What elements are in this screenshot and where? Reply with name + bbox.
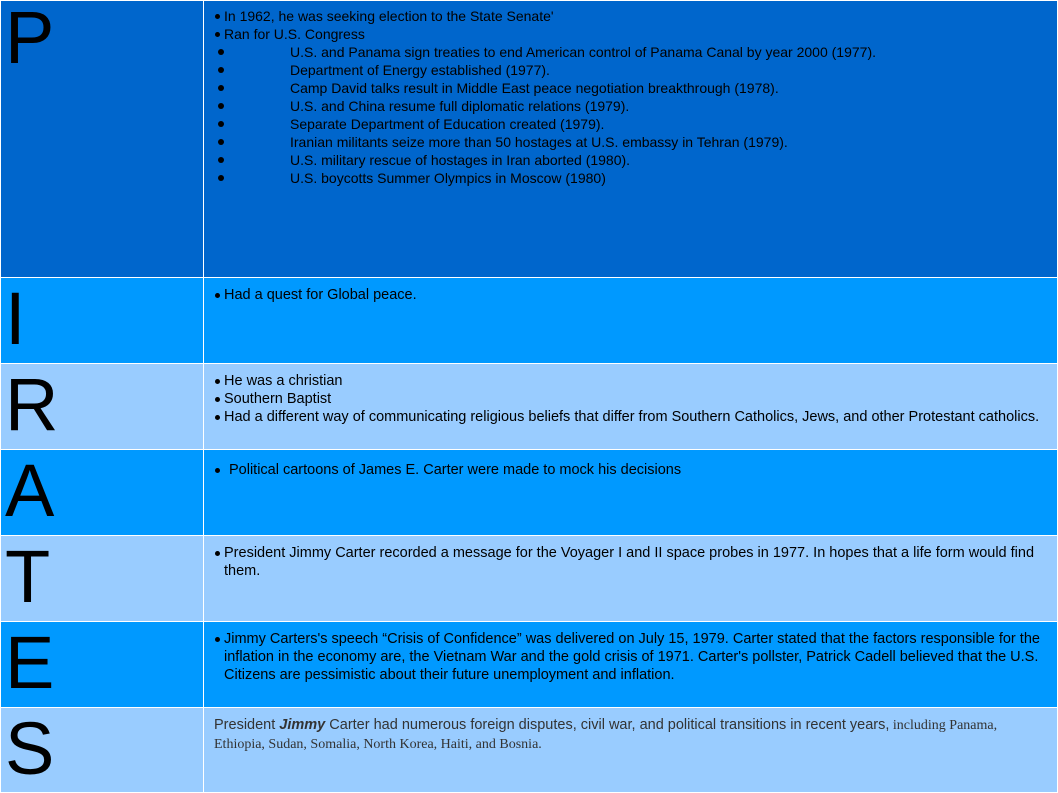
list-item: U.S. boycotts Summer Olympics in Moscow (1980) xyxy=(214,169,1047,187)
letter-p: P xyxy=(5,0,55,79)
list-item: U.S. military rescue of hostages in Iran aborted (1980). xyxy=(214,151,1047,169)
list-item: He was a christian xyxy=(214,372,1047,390)
row-t xyxy=(1,536,1058,622)
content-cell-t xyxy=(204,536,1058,622)
list-item: Political cartoons of James E. Carter were made to mock his decisions xyxy=(214,461,1047,479)
s-text-middle: Carter had numerous foreign disputes, civil war, and political transitions in recent years, xyxy=(325,717,890,733)
bullet-list-r xyxy=(214,372,1047,426)
list-item: Ran for U.S. Congress xyxy=(214,25,1047,43)
s-text-prefix: President xyxy=(214,717,280,733)
bullet-list-a xyxy=(214,461,1047,479)
letter-a: A xyxy=(5,449,55,532)
letter-t: T xyxy=(5,535,51,618)
content-cell-a xyxy=(204,450,1058,536)
list-item: Iranian militants seize more than 50 hostages at U.S. embassy in Tehran (1979). xyxy=(214,133,1047,151)
row-i xyxy=(1,278,1058,364)
row-e xyxy=(1,622,1058,708)
list-item: U.S. and China resume full diplomatic relations (1979). xyxy=(214,97,1047,115)
row-p xyxy=(1,1,1058,278)
list-item: U.S. and Panama sign treaties to end American control of Panama Canal by year 2000 (1977). xyxy=(214,43,1047,61)
letter-s: S xyxy=(5,707,55,790)
list-item: Had a different way of communicating religious beliefs that differ from Southern Catholics, Jews, and other Protestant catholics. xyxy=(214,408,1047,426)
bullet-list-p xyxy=(214,7,1047,187)
row-s xyxy=(1,708,1058,793)
list-item: Separate Department of Education created (1979). xyxy=(214,115,1047,133)
content-cell-s xyxy=(204,708,1058,793)
list-item: Department of Energy established (1977). xyxy=(214,61,1047,79)
content-cell-p xyxy=(204,1,1058,278)
paragraph-s xyxy=(204,708,1057,754)
row-a xyxy=(1,450,1058,536)
letter-cell-p xyxy=(1,1,204,278)
letter-cell-t xyxy=(1,536,204,622)
list-item: Camp David talks result in Middle East peace negotiation breakthrough (1978). xyxy=(214,79,1047,97)
letter-r: R xyxy=(5,363,59,446)
list-item: Had a quest for Global peace. xyxy=(214,286,1047,304)
list-item: President Jimmy Carter recorded a message for the Voyager I and II space probes in 1977. In hopes that a life form would find them. xyxy=(214,544,1047,580)
letter-cell-e xyxy=(1,622,204,708)
letter-e: E xyxy=(5,621,55,704)
content-cell-e xyxy=(204,622,1058,708)
row-r xyxy=(1,364,1058,450)
letter-cell-r xyxy=(1,364,204,450)
s-text-name: Jimmy xyxy=(279,717,326,733)
s-text-suffix: including Panama, Ethiopia, Sudan, Somalia, North Korea, Haiti, and Bosnia. xyxy=(214,718,998,752)
bullet-list-e xyxy=(214,630,1047,684)
content-cell-r xyxy=(204,364,1058,450)
content-cell-i xyxy=(204,278,1058,364)
letter-i: I xyxy=(5,277,26,360)
bullet-list-t xyxy=(214,544,1047,580)
list-item: In 1962, he was seeking election to the State Senate' xyxy=(214,7,1047,25)
bullet-list-i xyxy=(214,286,1047,304)
list-item: Southern Baptist xyxy=(214,390,1047,408)
list-item: Jimmy Carters's speech “Crisis of Confidence” was delivered on July 15, 1979. Carter stated that the factors responsible for the inflation in the economy are, the Vietnam War and the gold crisis of 1971. Carter's pollster, Patrick Cadell believed that the U.S. Citizens are pessimistic about their future unemployment and inflation. xyxy=(214,630,1047,684)
letter-cell-i xyxy=(1,278,204,364)
letter-cell-s xyxy=(1,708,204,793)
letter-cell-a xyxy=(1,450,204,536)
